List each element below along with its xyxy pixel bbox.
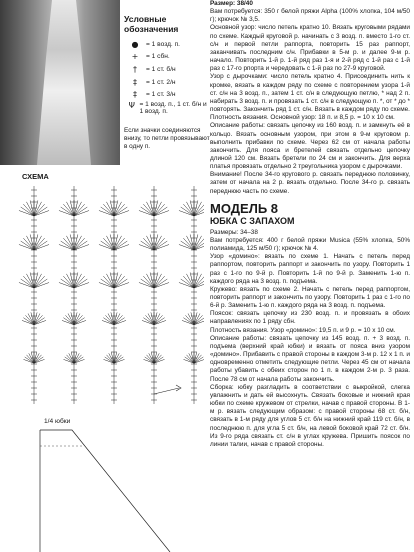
article-text bbox=[210, 0, 410, 449]
gauge: Плотность вязания. Основной узор: 18 п. и 8,5 р. = 10 х 10 см. bbox=[210, 114, 395, 122]
fan-stitch bbox=[194, 320, 204, 324]
chain-stitch-icon: ● bbox=[131, 39, 139, 49]
model-8-belt: Поясок: связать цепочку из 230 возд. п. и провязать в обоих направлениях по 1 ряду сбн. bbox=[210, 310, 410, 326]
legend-item: ‡ = 1 ст. 3/н bbox=[124, 88, 208, 101]
model-8-gauge: Плотность вязания. Узор «домино»: 19,5 п. и 9 р. = 10 х 10 см. bbox=[210, 326, 396, 334]
single-crochet-icon: + bbox=[131, 52, 139, 62]
model-8-assembly: Сборка: юбку разгладить в соответствии с выкройкой, слегка увлажнить и дать ей высохнуть. Связать боковые и нижний края юбки по схеме кружевом от стрелки, начав с правой стороны. В 1-м р. вязать следующим образом: с правой стороны 68 ст. б/н, связать в 1-м ряду для углов 5 ст. б/н на нижний край 119 ст. б/н, в последнюю п. для угла 5 ст. б/н, на левой боковой край 72 ст. б/н. Из 9-го ряда связать ст. с/н в углах кружева. Пришить поясок по линии талии, начав с правой стороны. bbox=[210, 383, 410, 448]
crochet-chart bbox=[4, 182, 204, 407]
v-stitch-icon: Ψ bbox=[128, 100, 135, 110]
legend-item: ‡ = 1 ст. 2/н bbox=[124, 76, 208, 89]
legend-item: Ψ = 1 возд. п., 1 ст. б/н и 1 возд. п. bbox=[124, 101, 208, 123]
size-line: Размер: 38/40 bbox=[210, 0, 253, 7]
legend-title: Условные обозначения bbox=[124, 14, 179, 34]
model-8-title: МОДЕЛЬ 8 bbox=[210, 200, 279, 216]
attention-note: Внимание! После 34-го кругового р. связать переднюю половинку, затем от начала на 2 р. вязать отдельно. После 34-го р. связать переднюю часть по схеме. bbox=[210, 171, 410, 195]
model-8-lace: Кружево: вязать по схеме 2. Начать с петель перед раппортом, повторить раппорт и закончить по узору. Повторить 1 раз с 1-го по 6-й р. Заменить 1-ю п. каждого ряда на 3 возд. п. подъема. bbox=[210, 285, 410, 310]
instructions: Описание работы: связать цепочку из 160 возд. п. и замкнуть её в кольцо. Вязать основным узором, при этом в 9-м круговом р. выполнить прибавки по схеме. Через 62 см от начала работы закончить. Для пояса и бретелей связать отдельно цепочку длиной 120 см. Вязать бретели по 24 см и закончить. Для верха платья провязать отдельно 2 треугольника узором с дырочками. bbox=[210, 122, 410, 171]
legend-note: Если значки соединяются внизу, то петли провязывают в одну п. bbox=[124, 126, 210, 151]
legend bbox=[124, 14, 208, 152]
main-pattern: Основной узор: число петель кратно 10. Вязать круговыми рядами по схеме. Каждый круговой р. начинать с 3 возд. п. вместо 1-го ст. с/н и первой петли раппорта, повторить 15 раз раппорт, заканчивать последним с/н. Прибавки в 5-м р. и далее 9-м р. начало. Повторить 1-й р. 1-й ряд раз 1-я и 2-й ряд с 1-й раз с 1-й раз с 17-го рпорта и чередовать с 1-й раз по 27-9 круговой. bbox=[210, 24, 410, 73]
eyelet-pattern: Узор с дырочками: число петель кратно 4. Присоединить нить к кромке, вязать в каждом ряду по схеме с повторением узора 1-й ст. с/н на 3 возд. п., затем 1 ст. с/н в следующую петлю, * над 2 п. набирать 3 возд. п. и провязать 1 ст. с/н в следующую п. *, от * до * повторять. Закончить ряд 1 ст. с/н. Вязать в каждом ряду по схеме. bbox=[210, 73, 410, 114]
model-8-instructions: Описание работы: связать цепочку из 145 возд. п. + 3 возд. п. подъема (верхний край юбки) и вязать от пояса вниз узором «домино». Прибавить с правой стороны в каждом 3-м р. 12 х 1 п. и одновременно отметить следующие петли. Через 45 см от начала работы убавить с обеих сторон по 1 п. в каждом 2-м р. 3 раза. После 78 см от начала работы закончить. bbox=[210, 334, 410, 383]
model-8-subtitle: ЮБКА С ЗАПАХОМ bbox=[210, 215, 295, 226]
skirt-pattern bbox=[20, 428, 190, 552]
legend-item: ● = 1 возд. п. bbox=[124, 38, 208, 51]
double-crochet-icon: † bbox=[133, 64, 137, 74]
legend-item: + = 1 сбн. bbox=[124, 51, 208, 64]
model-8-domino: Узор «домино»: вязать по схеме 1. Начать с петель перед раппортом, повторить раппорт и закончить по узору. Повторить 1 раз с 1-го по 9-й р. Повторить 1-й по 9-й р. Заменить 1-ю п. каждого ряда на 3 возд. п. подъема. bbox=[210, 253, 410, 285]
model-8-size: Размеры: 34–38 bbox=[210, 228, 258, 236]
dress-figure bbox=[34, 0, 94, 165]
legend-item: † = 1 ст. б/н bbox=[124, 63, 208, 76]
treble-crochet-icon: ‡ bbox=[133, 77, 137, 87]
model-8-materials: Вам потребуется: 400 г белой пряжи Musica (55% хлопка, 50% полиамида, 125 м/50 г); крючок № 4. bbox=[210, 236, 410, 253]
materials: Вам потребуется: 350 г белой пряжи Alpha (100% хлопка, 104 м/50 г); крючок № 3,5. bbox=[210, 8, 410, 24]
model-photo bbox=[0, 0, 120, 165]
pattern-title: 1/4 юбки bbox=[44, 418, 71, 425]
triple-treble-icon: ‡ bbox=[133, 90, 137, 100]
schema-title: СХЕМА bbox=[22, 172, 49, 181]
